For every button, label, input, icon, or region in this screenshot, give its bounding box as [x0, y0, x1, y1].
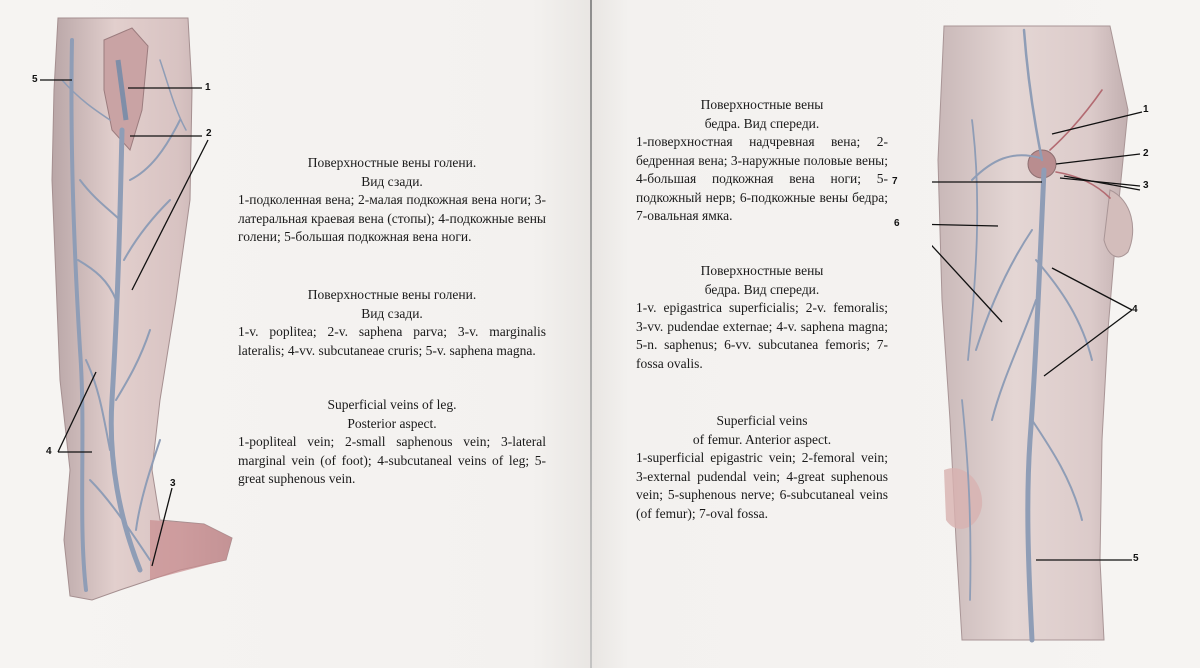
label-6: 6 [894, 218, 900, 229]
caption-body: 1-поверхностная надчревная вена; 2-бедренная вена; 3-наружные половые вены; 4-большая подкожная вена ноги; 5-подкожный нерв; 6-подкожные вены бедра; 7-овальная ямка. [636, 134, 888, 223]
leg-posterior-illustration [0, 0, 260, 668]
label-2: 2 [1143, 148, 1149, 159]
thigh-anterior-illustration [932, 0, 1200, 668]
caption-body: 1-v. poplitea; 2-v. saphena parva; 3-v. marginalis lateralis; 4-vv. subcutaneae cruris; 5-v. saphena magna. [238, 324, 546, 358]
caption-en [636, 412, 888, 523]
caption-subtitle: Вид сзади. [361, 305, 423, 321]
caption-latin [238, 286, 546, 360]
caption-body: 1-superficial epigastric vein; 2-femoral vein; 3-external pudendal vein; 4-great suphenous vein; 5-suphenous nerve; 6-subcutaneal veins (of femur); 7-oval fossa. [636, 450, 888, 521]
label-7: 7 [892, 176, 898, 187]
label-5: 5 [32, 74, 38, 85]
caption-body: 1-v. epigastrica superficialis; 2-v. femoralis; 3-vv. pudendae externae; 4-v. saphena magna; 5-n. saphenus; 6-vv. subcutanea femoris; 7-fossa ovalis. [636, 300, 888, 371]
caption-title: Поверхностные вены [700, 263, 824, 278]
caption-subtitle: Posterior aspect. [347, 415, 437, 431]
caption-ru [238, 154, 546, 247]
caption-subtitle: Вид сзади. [361, 173, 423, 189]
label-3: 3 [1143, 180, 1149, 191]
label-1: 1 [1143, 104, 1149, 115]
caption-subtitle: бедра. Вид спереди. [704, 115, 820, 131]
foot [150, 520, 232, 580]
label-1: 1 [205, 82, 211, 93]
caption-body: 1-popliteal vein; 2-small saphenous vein; 3-lateral marginal vein (of foot); 4-subcutaneal veins of leg; 5-great suphenous vein. [238, 434, 546, 486]
caption-body: 1-подколенная вена; 2-малая подкожная вена ноги; 3-латеральная краевая вена (стопы); 4-подкожные вены голени; 5-большая подкожная вена ноги. [238, 192, 546, 244]
right-page [592, 0, 1200, 668]
caption-en [238, 396, 546, 489]
label-5: 5 [1133, 553, 1139, 564]
caption-title: Superficial veins [716, 413, 808, 428]
caption-title: Поверхностные вены голени. [307, 155, 477, 170]
left-page [0, 0, 592, 668]
caption-title: Поверхностные вены голени. [307, 287, 477, 302]
caption-subtitle: бедра. Вид спереди. [704, 281, 820, 297]
caption-subtitle: of femur. Anterior aspect. [692, 431, 832, 447]
label-2: 2 [206, 128, 212, 139]
caption-title: Поверхностные вены [700, 97, 824, 112]
thigh-outline [938, 26, 1128, 640]
label-4: 4 [46, 446, 52, 457]
caption-ru [636, 96, 888, 226]
caption-title: Superficial veins of leg. [327, 397, 457, 412]
label-4: 4 [1132, 304, 1138, 315]
caption-latin [636, 262, 888, 373]
label-3: 3 [170, 478, 176, 489]
genital-region [1104, 190, 1133, 257]
